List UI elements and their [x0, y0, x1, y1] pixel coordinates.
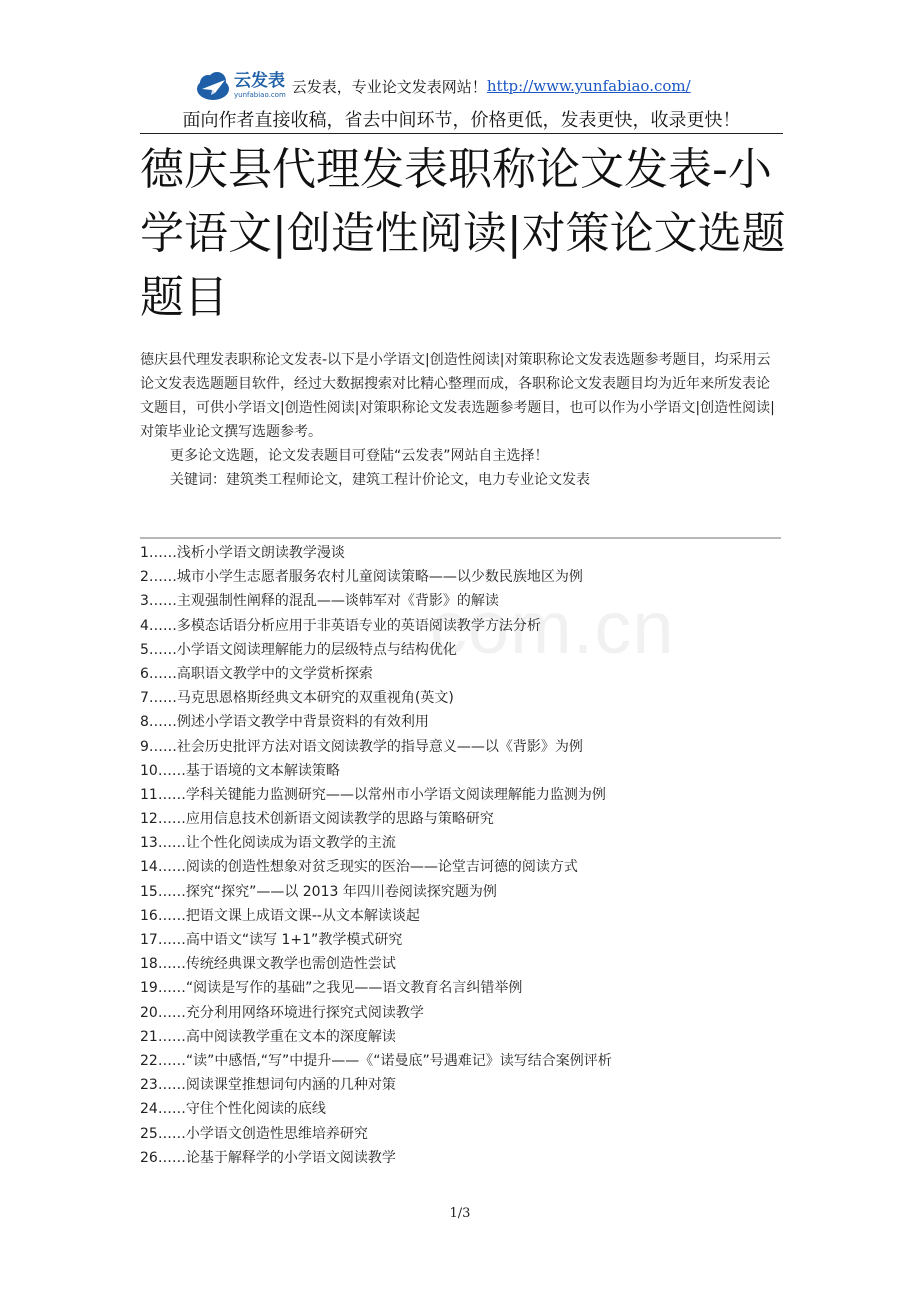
list-item: 18……传统经典课文教学也需创造性尝试	[140, 956, 396, 973]
list-divider	[140, 537, 781, 539]
watermark: com.cn	[430, 586, 675, 669]
intro-paragraph: 德庆县代理发表职称论文发表-以下是小学语文|创造性阅读|对策职称论文发表选题参考题目，均采用云论文发表选题题目软件，经过大数据搜索对比精心整理而成，各职称论文发表题目均为近年来所发表论文题目，可供小学语文|创造性阅读|对策职称论文发表选题参考题目，也可以作为小学语文|创造性阅读|对策毕业论文撰写选题参考。	[140, 352, 775, 440]
topic-list	[140, 541, 781, 1170]
list-item: 17……高中语文“读写 1+1”教学模式研究	[140, 932, 403, 948]
page-header	[140, 66, 783, 134]
list-item: 24……守住个性化阅读的底线	[140, 1101, 326, 1118]
list-item: 22……“读”中感悟,“写”中提升——《“诺曼底”号遇难记》读写结合案例评析	[140, 1052, 612, 1069]
header-subline: 面向作者直接收稿，省去中间环节，价格更低，发表更快，收录更快！	[182, 110, 741, 131]
list-item: 4……多模态话语分析应用于非英语专业的英语阅读教学方法分析	[140, 617, 541, 634]
site-slogan: 云发表，专业论文发表网站！	[291, 77, 487, 96]
list-item: 16……把语文课上成语文课--从文本解读谈起	[140, 907, 420, 924]
list-item: 8……例述小学语文教学中背景资料的有效利用	[140, 714, 429, 731]
keywords-line: 关键词：建筑类工程师论文，建筑工程计价论文，电力专业论文发表	[170, 472, 590, 488]
list-item: 10……基于语境的文本解读策略	[140, 762, 340, 779]
more-topics-note: 更多论文选题，论文发表题目可登陆“云发表”网站自主选择！	[170, 448, 549, 464]
logo-text	[234, 73, 286, 99]
header-divider	[140, 133, 783, 134]
cloud-plane-logo-icon	[195, 69, 231, 103]
site-link[interactable]: http://www.yunfabiao.com/	[486, 77, 691, 95]
list-item: 5……小学语文阅读理解能力的层级特点与结构优化	[140, 641, 457, 658]
document-title: 德庆县代理发表职称论文发表-小学语文|创造性阅读|对策论文选题题目	[140, 144, 786, 323]
list-item: 19……“阅读是写作的基础”之我见——语文教育名言纠错举例	[140, 980, 523, 997]
list-item: 9……社会历史批评方法对语文阅读教学的指导意义——以《背影》为例	[140, 738, 583, 755]
list-item: 14……阅读的创造性想象对贫乏现实的医治——论堂吉诃德的阅读方式	[140, 859, 578, 876]
list-item: 23……阅读课堂推想词句内涵的几种对策	[140, 1077, 396, 1094]
intro-section	[140, 348, 783, 492]
list-item: 1……浅析小学语文朗读教学漫谈	[140, 545, 345, 561]
list-item: 20……充分利用网络环境进行探究式阅读教学	[140, 1004, 424, 1021]
list-item: 25……小学语文创造性思维培养研究	[140, 1125, 368, 1142]
list-item: 15……探究“探究”——以 2013 年四川卷阅读探究题为例	[140, 883, 497, 900]
logo-domain: yunfabiao.com	[234, 91, 286, 99]
logo-name: 云发表	[234, 71, 285, 91]
list-item: 3……主观强制性阐释的混乱——谈韩军对《背影》的解读	[140, 593, 499, 610]
list-item: 21……高中阅读教学重在文本的深度解读	[140, 1028, 396, 1045]
list-item: 13……让个性化阅读成为语文教学的主流	[140, 835, 396, 852]
page-number: 1/3	[449, 1206, 471, 1221]
list-item: 2……城市小学生志愿者服务农村儿童阅读策略——以少数民族地区为例	[140, 569, 583, 586]
list-item: 6……高职语文教学中的文学赏析探索	[140, 665, 373, 682]
list-item: 7……马克思恩格斯经典文本研究的双重视角(英文)	[140, 690, 454, 707]
logo-row	[195, 68, 691, 104]
list-item: 11……学科关键能力监测研究——以常州市小学语文阅读理解能力监测为例	[140, 786, 606, 803]
list-item: 26……论基于解释学的小学语文阅读教学	[140, 1149, 396, 1166]
list-item: 12……应用信息技术创新语文阅读教学的思路与策略研究	[140, 811, 494, 828]
